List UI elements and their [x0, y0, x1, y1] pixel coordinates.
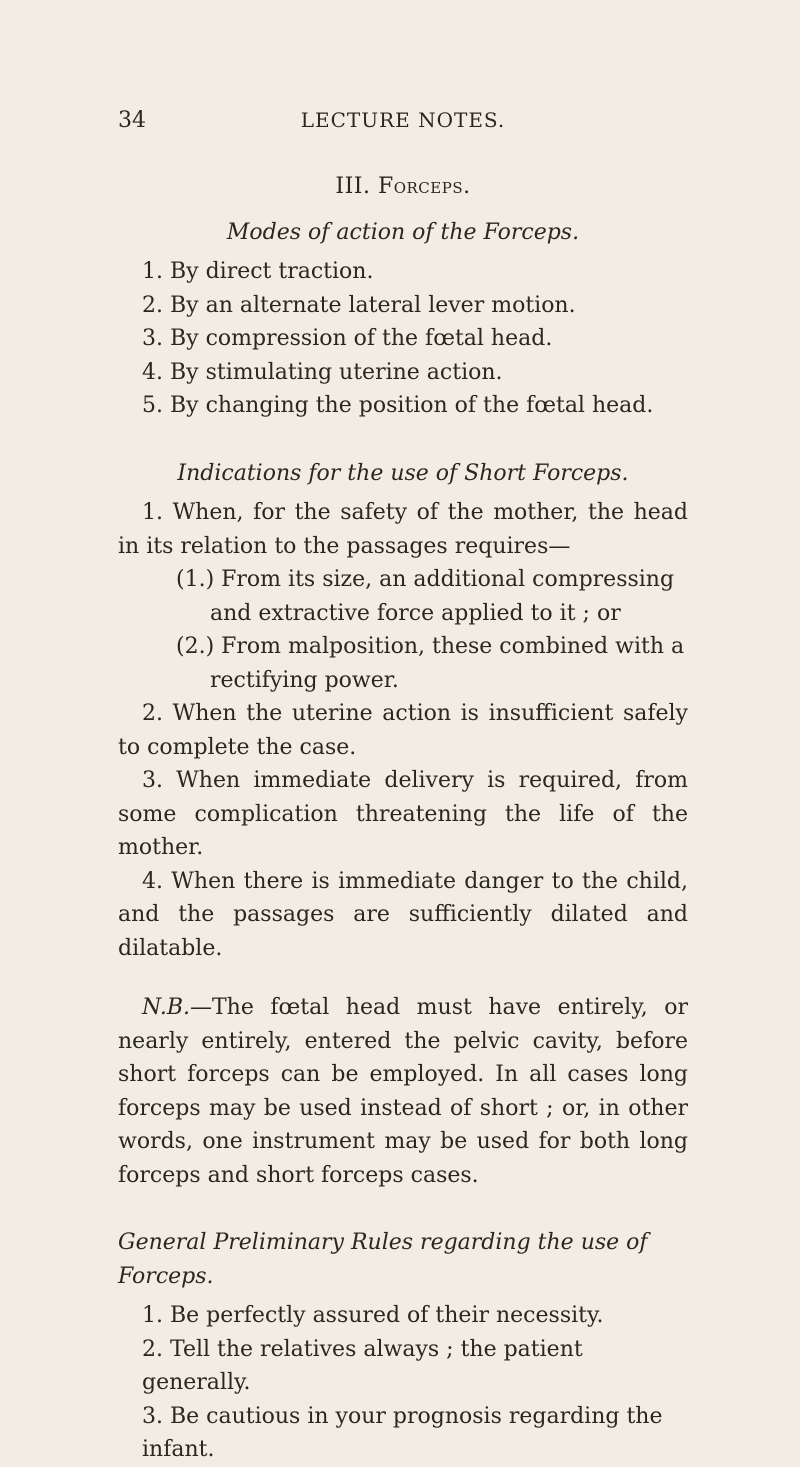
spacer: [118, 1192, 688, 1226]
indication-item-2: 2. When the uterine action is insufficient safely to complete the case.: [118, 701, 688, 760]
list-item: 3. By compression of the fœtal head.: [142, 326, 553, 351]
indication-item-3: 3. When immediate delivery is required, from some complication threatening the life of the mother.: [118, 768, 688, 860]
spacer: [118, 423, 688, 457]
list-item: 3. Be cautious in your prognosis regarding the infant.: [142, 1403, 663, 1462]
nota-bene-text: —The fœtal head must have entirely, or nearly entirely, entered the pelvic cavity, before short forceps can be employed. In all cases long forceps may be used instead of short ; or, in other words, one instrument may be used for both long forceps and short forceps cases.: [118, 995, 688, 1188]
page-number: 34: [118, 108, 146, 133]
list-item: 4. By stimulating uterine action.: [142, 359, 503, 385]
rules-heading: General Preliminary Rules regarding the use of Forceps.: [118, 1230, 648, 1289]
spacer: [118, 965, 688, 991]
indications-heading: Indications for the use of Short Forceps.: [177, 460, 629, 486]
section-numeral: III.: [335, 174, 371, 199]
indication-item-4: 4. When there is immediate danger to the child, and the passages are sufficiently dilated and dilatable.: [118, 868, 688, 961]
list-item: 2. Tell the relatives always ; the patient generally.: [142, 1336, 583, 1395]
list-item: 5. By changing the position of the fœtal head.: [142, 393, 654, 418]
modes-heading: Modes of action of the Forceps.: [226, 219, 580, 245]
section-title: [118, 170, 688, 204]
page-body: [118, 170, 688, 1467]
indication-item-1: 1. When, for the safety of the mother, the head in its relation to the passages requires—: [118, 500, 688, 559]
list-item: 1. By direct traction.: [142, 259, 374, 284]
rules-list: [118, 1299, 688, 1467]
section-title-text: Forceps.: [377, 174, 471, 199]
indication-sub-item-1: (1.) From its size, an additional compressing and extractive force applied to it ; or: [176, 567, 675, 626]
running-head: LECTURE NOTES.: [300, 108, 506, 132]
page-header: [118, 108, 688, 138]
nota-bene-label: N.B.: [142, 995, 190, 1020]
list-item: 1. Be perfectly assured of their necessity.: [142, 1303, 604, 1328]
nota-bene-paragraph: [118, 991, 688, 1192]
modes-list: [118, 255, 688, 423]
indication-sub-item-2: (2.) From malposition, these combined with a rectifying power.: [176, 634, 685, 693]
list-item: 2. By an alternate lateral lever motion.: [142, 292, 576, 318]
